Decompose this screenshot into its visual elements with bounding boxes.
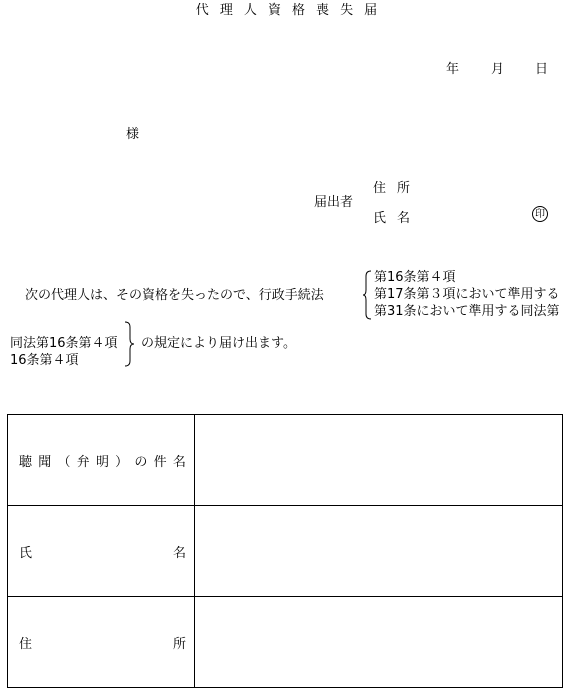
left-brace-icon bbox=[363, 270, 373, 320]
table-row bbox=[8, 415, 563, 506]
label-char: 氏 bbox=[19, 545, 33, 561]
label-char: 所 bbox=[172, 636, 186, 652]
table-row bbox=[8, 597, 563, 688]
address-label bbox=[8, 633, 194, 652]
seal-mark: 印 bbox=[532, 206, 548, 222]
name-label-cell bbox=[8, 506, 195, 597]
label-char: 件 bbox=[153, 454, 167, 470]
label-char: 名 bbox=[172, 454, 186, 470]
statement-main: 次の代理人は、その資格を失ったので、行政手続法 bbox=[25, 288, 324, 303]
label-char: 聞 bbox=[38, 454, 52, 470]
document-title: 代理人資格喪失届 bbox=[195, 3, 389, 18]
statement-option-3: 第31条において準用する同法第 bbox=[374, 304, 560, 319]
info-table bbox=[7, 414, 563, 688]
label-char: （ bbox=[57, 454, 71, 470]
right-brace-icon bbox=[124, 321, 136, 367]
label-char: 住 bbox=[19, 636, 33, 652]
name-label bbox=[8, 542, 194, 561]
label-char: 弁 bbox=[76, 454, 90, 470]
date-year-label: 年 bbox=[446, 62, 460, 77]
label-char: 明 bbox=[95, 454, 109, 470]
notifier-label: 届出者 bbox=[314, 195, 354, 210]
notifier-name-label: 氏名 bbox=[373, 211, 422, 226]
address-value[interactable] bbox=[195, 597, 563, 688]
date-month-label: 月 bbox=[491, 62, 505, 77]
hearing-subject-label bbox=[8, 451, 194, 470]
label-char: の bbox=[134, 454, 148, 470]
hearing-subject-value[interactable] bbox=[195, 415, 563, 506]
table-row bbox=[8, 506, 563, 597]
label-char: ） bbox=[115, 454, 129, 470]
statement-sub-option-2: 16条第４項 bbox=[10, 353, 79, 368]
hearing-subject-label-cell bbox=[8, 415, 195, 506]
statement-tail: の規定により届け出ます。 bbox=[141, 336, 296, 351]
address-label-cell bbox=[8, 597, 195, 688]
label-char: 名 bbox=[172, 545, 186, 561]
name-value[interactable] bbox=[195, 506, 563, 597]
date-day-label: 日 bbox=[535, 62, 549, 77]
statement-sub-option-1: 同法第16条第４項 bbox=[10, 336, 118, 351]
notifier-address-label: 住所 bbox=[373, 181, 422, 196]
statement-option-2: 第17条第３項において準用する bbox=[374, 287, 560, 302]
addressee-suffix: 様 bbox=[126, 127, 140, 142]
label-char: 聴 bbox=[19, 454, 33, 470]
statement-option-1: 第16条第４項 bbox=[374, 270, 456, 285]
